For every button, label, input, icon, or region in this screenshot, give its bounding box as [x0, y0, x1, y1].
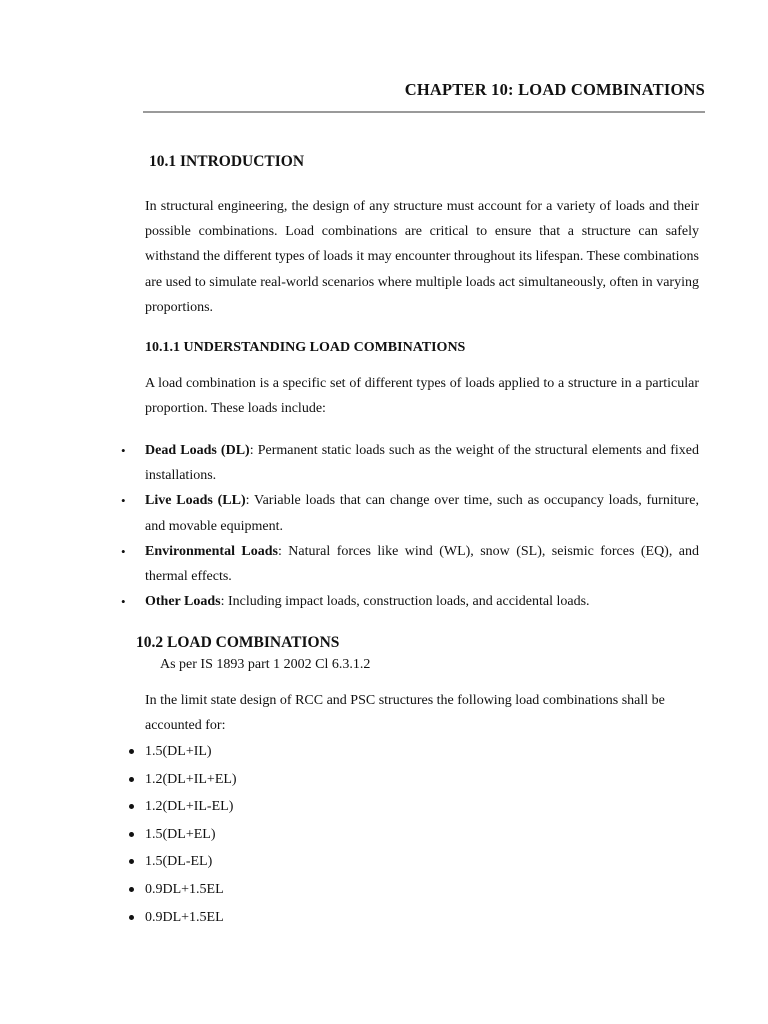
- title-divider: [143, 111, 705, 113]
- combination-list: [0, 740, 237, 933]
- list-item: [145, 740, 237, 768]
- intro-paragraph: In structural engineering, the design of any structure must account for a variety of loads and their possible combinations. Load combinations are critical to ensure that a structure can safely withstand the different types of loads it may encounter throughout its lifespan. These combinations are used to simulate real-world scenarios where multiple loads act simultaneously, often in varying proportions.: [145, 199, 699, 315]
- bullet-icon: [129, 887, 134, 892]
- load-types-list: [0, 438, 699, 614]
- load-description: : Permanent static loads such as the weight of the structural elements and fixed installations.: [145, 443, 699, 484]
- load-description: : Natural forces like wind (WL), snow (SL), seismic forces (EQ), and thermal effects.: [145, 543, 699, 585]
- load-description: : Including impact loads, construction loads, and accidental loads.: [220, 594, 590, 610]
- bullet-icon: [129, 804, 134, 809]
- combination-formula: 1.2(DL+IL+EL): [145, 771, 237, 787]
- load-term: Other Loads: [145, 594, 221, 610]
- combination-formula: 1.5(DL+EL): [145, 826, 216, 842]
- bullet-icon: [129, 915, 134, 920]
- bullet-icon: [129, 777, 134, 782]
- section-heading-load-combinations: 10.2 LOAD COMBINATIONS: [136, 634, 340, 651]
- list-item: [121, 488, 699, 538]
- combination-formula: 1.5(DL+IL): [145, 744, 212, 759]
- bullet-icon: [129, 859, 134, 864]
- combination-formula: 0.9DL+1.5EL: [145, 909, 224, 925]
- combination-formula: 1.2(DL+IL-EL): [145, 799, 234, 815]
- code-reference: As per IS 1893 part 1 2002 Cl 6.3.1.2: [160, 657, 371, 672]
- load-combination-paragraph: A load combination is a specific set of different types of loads applied to a structure in a particular proportion. These loads include:: [145, 376, 699, 417]
- list-item: [145, 850, 237, 878]
- subsection-heading-understanding: 10.1.1 UNDERSTANDING LOAD COMBINATIONS: [145, 340, 466, 355]
- section-heading-introduction: 10.1 INTRODUCTION: [149, 153, 305, 170]
- list-item: [121, 438, 699, 488]
- load-term: Environmental Loads: [145, 543, 278, 559]
- bullet-icon: •: [121, 493, 126, 509]
- load-description: : Variable loads that can change over time, such as occupancy loads, furniture, and movable equipment.: [145, 493, 699, 534]
- combination-formula: 1.5(DL-EL): [145, 854, 213, 870]
- list-item: [145, 823, 237, 851]
- list-item: [145, 795, 237, 823]
- bullet-icon: •: [121, 594, 126, 610]
- chapter-title: CHAPTER 10: LOAD COMBINATIONS: [404, 80, 705, 99]
- limit-state-paragraph: In the limit state design of RCC and PSC structures the following load combinations shall be accounted for:: [145, 693, 665, 734]
- combination-formula: 0.9DL+1.5EL: [145, 881, 224, 897]
- load-term: Dead Loads (DL): [145, 443, 250, 458]
- bullet-icon: [129, 749, 134, 754]
- list-item: [121, 539, 699, 589]
- bullet-icon: •: [121, 443, 126, 458]
- list-item: [121, 589, 699, 614]
- list-item: [145, 878, 237, 906]
- list-item: [145, 768, 237, 796]
- load-term: Live Loads (LL): [145, 493, 246, 509]
- list-item: [145, 906, 237, 934]
- bullet-icon: [129, 832, 134, 837]
- bullet-icon: •: [121, 543, 126, 559]
